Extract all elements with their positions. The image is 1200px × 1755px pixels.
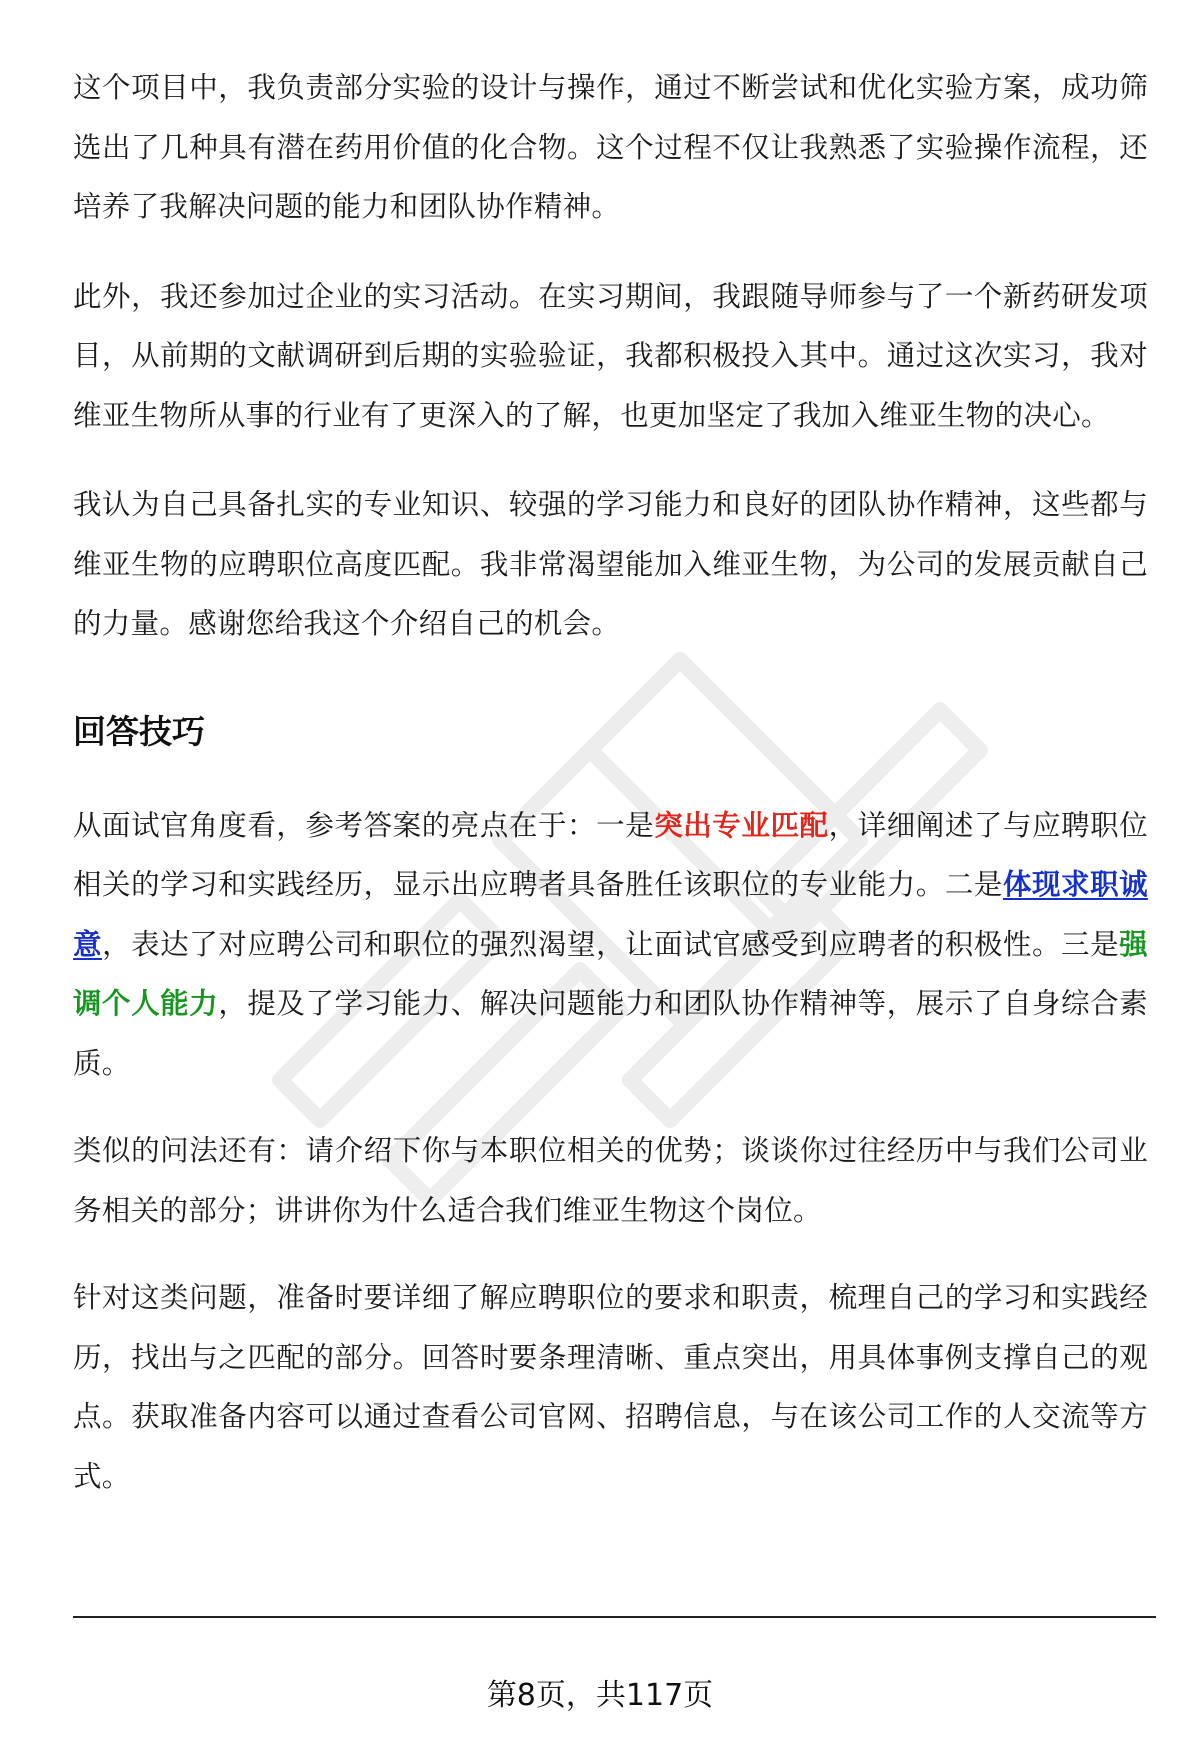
paragraph-self-assessment: 我认为自己具备扎实的专业知识、较强的学习能力和良好的团队协作精神，这些都与维亚生物的应聘职位高度匹配。我非常渴望能加入维亚生物，为公司的发展贡献自己的力量。感谢您给我这个介绍自己的机会。	[73, 488, 1148, 640]
tips-text-4: ，提及了学习能力、解决问题能力和团队协作精神等，展示了自身综合素质。	[73, 987, 1148, 1080]
highlight-professional-match: 突出专业匹配	[654, 808, 829, 842]
tips-text-3: ，表达了对应聘公司和职位的强烈渴望，让面试官感受到应聘者的积极性。三是	[102, 927, 1120, 961]
paragraph-advice: 针对这类问题，准备时要详细了解应聘职位的要求和职责，梳理自己的学习和实践经历，找出与之匹配的部分。回答时要条理清晰、重点突出，用具体事例支撑自己的观点。获取准备内容可以通过查看公司官网、招聘信息，与在该公司工作的人交流等方式。	[73, 1281, 1148, 1493]
page-number: 第8页，共117页	[486, 1678, 714, 1713]
document-body	[73, 58, 1148, 1506]
paragraph-tips	[73, 796, 1148, 1094]
highlight-personal-ability: 强调个人能力	[73, 927, 1148, 1020]
highlight-job-sincerity[interactable]: 体现求职诚意	[73, 868, 1148, 961]
footer-divider	[73, 1616, 1156, 1618]
paragraph-similar-questions: 类似的问法还有：请介绍下你与本职位相关的优势；谈谈你过往经历中与我们公司业务相关的部分；讲讲你为什么适合我们维亚生物这个岗位。	[73, 1134, 1148, 1227]
paragraph-internship: 此外，我还参加过企业的实习活动。在实习期间，我跟随导师参与了一个新药研发项目，从前期的文献调研到后期的实验验证，我都积极投入其中。通过这次实习，我对维亚生物所从事的行业有了更深入的了解，也更加坚定了我加入维亚生物的决心。	[73, 279, 1148, 432]
tips-text-1: 从面试官角度看，参考答案的亮点在于：一是	[73, 808, 655, 842]
paragraph-project: 这个项目中，我负责部分实验的设计与操作，通过不断尝试和优化实验方案，成功筛选出了几种具有潜在药用价值的化合物。这个过程不仅让我熟悉了实验操作流程，还培养了我解决问题的能力和团队协作精神。	[73, 71, 1148, 223]
section-heading-answer-tips: 回答技巧	[73, 711, 205, 751]
tips-text-2: ，详细阐述了与应聘职位相关的学习和实践经历，显示出应聘者具备胜任该职位的专业能力。二是	[73, 808, 1148, 901]
